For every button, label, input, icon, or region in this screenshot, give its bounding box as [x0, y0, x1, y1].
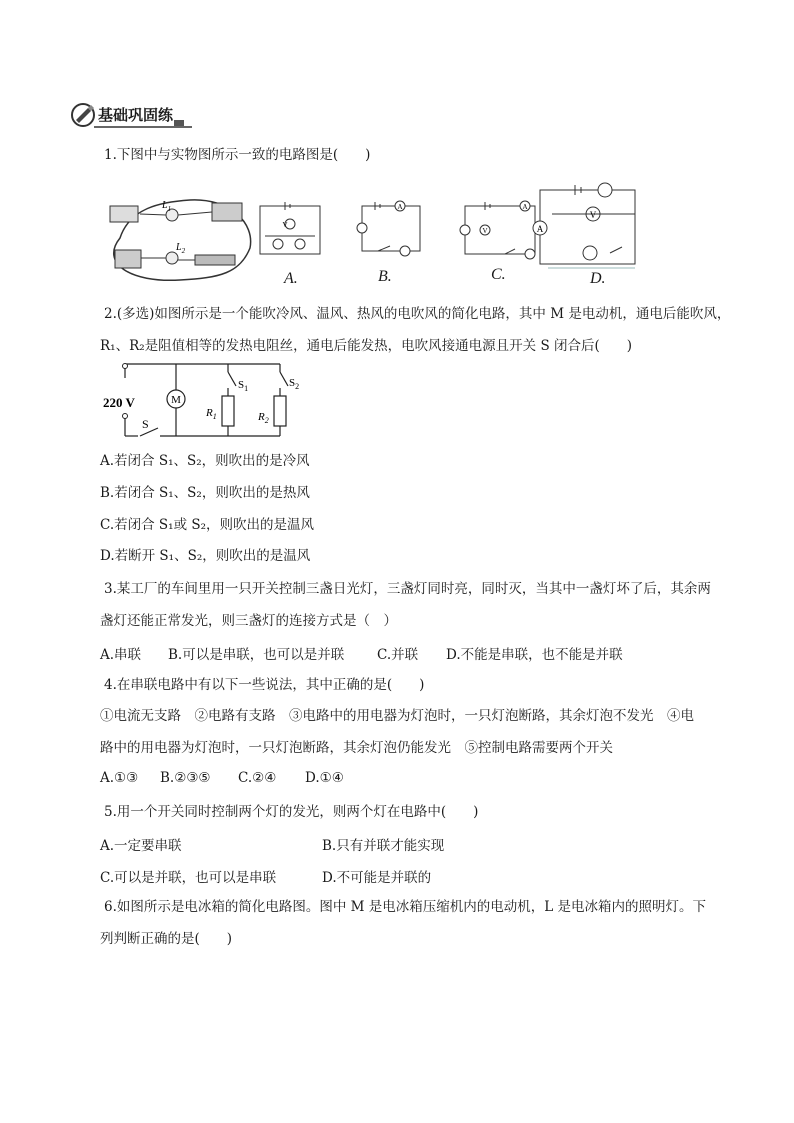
q1-option-c-label: C. — [491, 266, 506, 283]
circuit-d-voltmeter: V — [589, 210, 597, 220]
q5-option-c: C.可以是并联，也可以是串联 — [100, 870, 277, 886]
q2-option-a: A.若闭合 S₁、S₂，则吹出的是冷风 — [100, 453, 310, 469]
q2-hairdryer-circuit — [100, 358, 310, 444]
circuit-a-voltmeter: V — [282, 221, 288, 229]
q3-option-a: A.串联 — [100, 647, 142, 663]
question-3-stem-line1: 3.某工厂的车间里用一只开关控制三盏日光灯，三盏灯同时亮，同时灭，当其中一盏灯坏了后，其余两 — [104, 581, 711, 597]
q5-option-d: D.不可能是并联的 — [322, 870, 432, 886]
l2-label: $L_2$ — [176, 242, 186, 255]
q3-option-b: B.可以是串联，也可以是并联 — [168, 647, 345, 663]
q4-option-d: D.①④ — [305, 770, 344, 786]
question-1-stem: 1.下图中与实物图所示一致的电路图是( ) — [104, 147, 371, 163]
q4-option-a: A.①③ — [100, 770, 139, 786]
q1-circuit-b — [357, 201, 420, 256]
question-6-stem-line2: 列判断正确的是( ) — [100, 931, 233, 947]
section-header — [70, 100, 195, 130]
q4-statements-line2: 路中的用电器为灯泡时，一只灯泡断路，其余灯泡仍能发光 ⑤控制电路需要两个开关 — [100, 740, 613, 756]
question-4-stem: 4.在串联电路中有以下一些说法，其中正确的是( ) — [104, 677, 425, 693]
question-5-stem: 5.用一个开关同时控制两个灯的发光，则两个灯在电路中( ) — [104, 804, 479, 820]
q2-option-c: C.若闭合 S₁或 S₂，则吹出的是温风 — [100, 517, 315, 533]
switch-s2-label: $S_2$ — [289, 377, 300, 391]
q1-circuit-d — [533, 183, 635, 268]
switch-s1-label: $S_1$ — [238, 379, 249, 393]
circuit-c-voltmeter: V — [482, 227, 488, 235]
question-2-stem-line1: 2.(多选)如图所示是一个能吹冷风、温风、热风的电吹风的简化电路，其中 M 是电动机，通电后能吹风， — [104, 306, 731, 322]
question-2-stem-line2: R₁、R₂是阻值相等的发热电阻丝，通电后能发热，电吹风接通电源且开关 S 闭合后( ) — [100, 338, 633, 354]
circuit-d-ammeter: A — [536, 224, 544, 234]
q2-option-b: B.若闭合 S₁、S₂，则吹出的是热风 — [100, 485, 310, 501]
q4-option-c: C.②④ — [238, 770, 277, 786]
circuit-c-ammeter: A — [522, 203, 528, 211]
q2-option-d: D.若断开 S₁、S₂，则吹出的是温风 — [100, 548, 311, 564]
question-3-stem-line2: 盏灯还能正常发光，则三盏灯的连接方式是（ ） — [100, 613, 397, 629]
voltage-label: 220 V — [103, 395, 135, 410]
q1-figure — [100, 178, 645, 288]
section-title: 基础巩固练 — [98, 106, 174, 124]
l1-label: $L_1$ — [162, 200, 172, 213]
circuit-b-ammeter: A — [397, 203, 403, 211]
q5-option-a: A.一定要串联 — [100, 838, 182, 854]
question-6-stem-line1: 6.如图所示是电冰箱的简化电路图。图中 M 是电冰箱压缩机内的电动机，L 是电冰箱内的照明灯。下 — [104, 899, 707, 915]
q3-option-d: D.不能是串联，也不能是并联 — [446, 647, 623, 663]
q1-option-b-label: B. — [378, 268, 392, 285]
q3-option-c: C.并联 — [377, 647, 419, 663]
resistor-r1-label: $R_1$ — [206, 407, 217, 421]
q1-real-object-diagram — [110, 200, 251, 280]
q4-option-b: B.②③⑤ — [160, 770, 211, 786]
q4-statements-line1: ①电流无支路 ②电路有支路 ③电路中的用电器为灯泡时，一只灯泡断路，其余灯泡不发光 ④电 — [100, 708, 694, 724]
q1-option-d-label: D. — [590, 270, 606, 287]
resistor-r2-label: $R_2$ — [258, 411, 269, 425]
q1-circuit-a — [260, 202, 320, 254]
q1-option-a-label: A. — [284, 270, 298, 287]
q5-option-b: B.只有并联才能实现 — [322, 838, 445, 854]
motor-label: M — [171, 394, 181, 406]
switch-s-label: S — [142, 417, 149, 431]
